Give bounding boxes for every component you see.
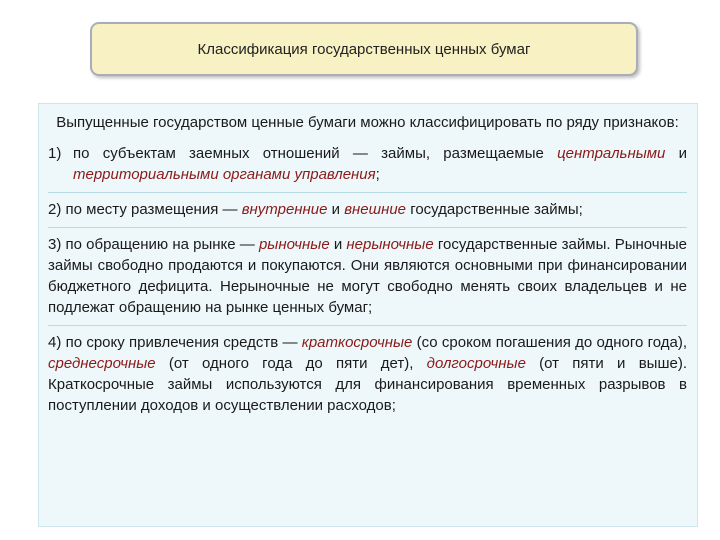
item-4-term-medium: среднесрочные — [48, 355, 156, 372]
item-3-text-b: и — [329, 236, 347, 253]
item-1-term-territorial: территориальными органами управления — [73, 166, 376, 183]
item-1-text-b: и — [665, 145, 687, 162]
item-4-term-short: краткосрочные — [301, 334, 413, 351]
item-3-text-c: государственные займы. Рыночные займы свободно продаются и покупаются. Они являются основными при финансировании бюджетного дефицита. Нерыночные не могут свободно менять своих владельцев и не подлежат обращению на рынке ценных бумаг; — [48, 236, 687, 316]
list-item-1 — [48, 143, 687, 185]
item-3-term-market: рыночные — [258, 236, 330, 253]
intro-text: Выпущенные государством ценные бумаги можно классифицировать по ряду признаков: — [56, 114, 679, 131]
item-2-term-internal: внутренние — [241, 201, 328, 218]
item-2-term-external: внешние — [344, 201, 407, 218]
slide-title: Классификация государственных ценных бумаг — [197, 40, 531, 58]
item-1-text-c: ; — [375, 166, 380, 183]
item-2-text-a: 2) по месту размещения — — [48, 201, 242, 218]
item-3-term-nonmarket: нерыночные — [346, 236, 434, 253]
item-1-term-central: центральными — [557, 145, 666, 162]
content-box — [38, 103, 698, 527]
divider — [48, 325, 687, 326]
item-4-text-a: 4) по сроку привлечения средств — — [48, 334, 302, 351]
list-item-2 — [48, 199, 687, 220]
item-4-text-b: (со сроком погашения до одного года), — [412, 334, 687, 351]
divider — [48, 192, 687, 193]
item-2-text-b: и — [327, 201, 345, 218]
item-1-text-a: по субъектам заемных отношений — займы, размещаемые — [73, 145, 558, 162]
list-item-4 — [48, 332, 687, 416]
item-4-text-c: (от одного года до пяти дет), — [155, 355, 427, 372]
list-item-1-text — [73, 143, 687, 185]
item-2-text-c: государственные займы; — [406, 201, 583, 218]
item-4-text-d: (от пяти и выше). Краткосрочные займы используются для финансирования временных разрывов в поступлении доходов и осуществлении расходов; — [48, 355, 687, 414]
item-3-text-a: 3) по обращению на рынке — — [48, 236, 259, 253]
slide-title-box — [90, 22, 638, 76]
list-item-1-number: 1) — [48, 145, 62, 162]
item-4-term-long: долгосрочные — [426, 355, 526, 372]
list-item-3 — [48, 234, 687, 318]
divider — [48, 227, 687, 228]
